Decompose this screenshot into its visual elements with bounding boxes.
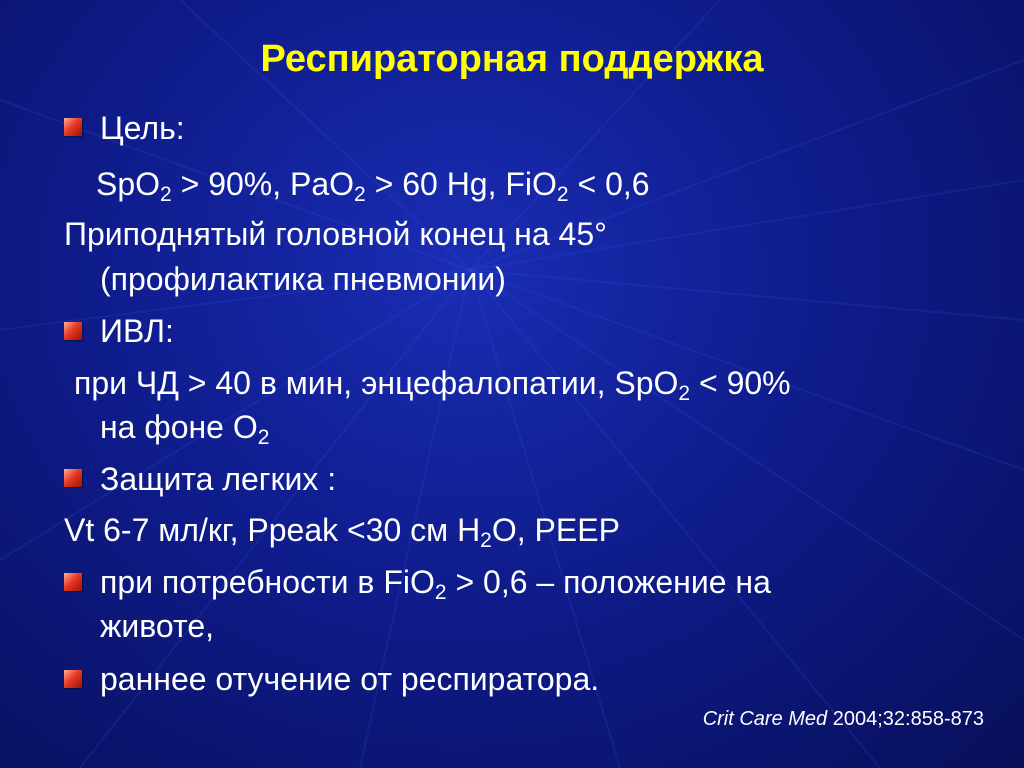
ventilation-criteria-line2: на фоне $О_2$ <box>100 409 270 449</box>
goal-values: SpO$_2$ > 90%, PaO$_2$ > 60 Hg, FiO$_2$ < 0,6 <box>96 166 650 206</box>
slide-title: Респираторная поддержка <box>260 38 764 80</box>
bullet-icon <box>64 118 82 136</box>
head-raised-line2: (профилактика пневмонии) <box>100 261 506 297</box>
bullet-icon <box>64 469 82 487</box>
bullet-icon <box>64 573 82 591</box>
citation-journal: Crit Care Med <box>702 708 828 730</box>
bullet-icon <box>64 322 82 340</box>
ventilation-criteria-line1: при ЧД > 40 в мин, энцефалопатии, SpO$_2$ < 90% <box>74 365 791 405</box>
lung-protection-label: Защита легких : <box>100 461 337 497</box>
prone-line2: животе, <box>100 608 214 644</box>
citation <box>703 707 984 731</box>
lung-settings: Vt 6-7 мл/кг, Ppeak <30 см $H_2O$, PEEP <box>64 512 620 552</box>
head-raised-line1: Приподнятый головной конец на 45° <box>64 216 607 252</box>
prone-line1: при потребности в FiO$_2$ > 0,6 – положение на <box>100 564 771 604</box>
goal-label: Цель: <box>100 110 185 146</box>
ventilation-label: ИВЛ: <box>100 313 174 349</box>
weaning-label: раннее отучение от респиратора. <box>100 661 600 697</box>
citation-ref: 2004;32:858-873 <box>827 708 984 730</box>
bullet-icon <box>64 670 82 688</box>
